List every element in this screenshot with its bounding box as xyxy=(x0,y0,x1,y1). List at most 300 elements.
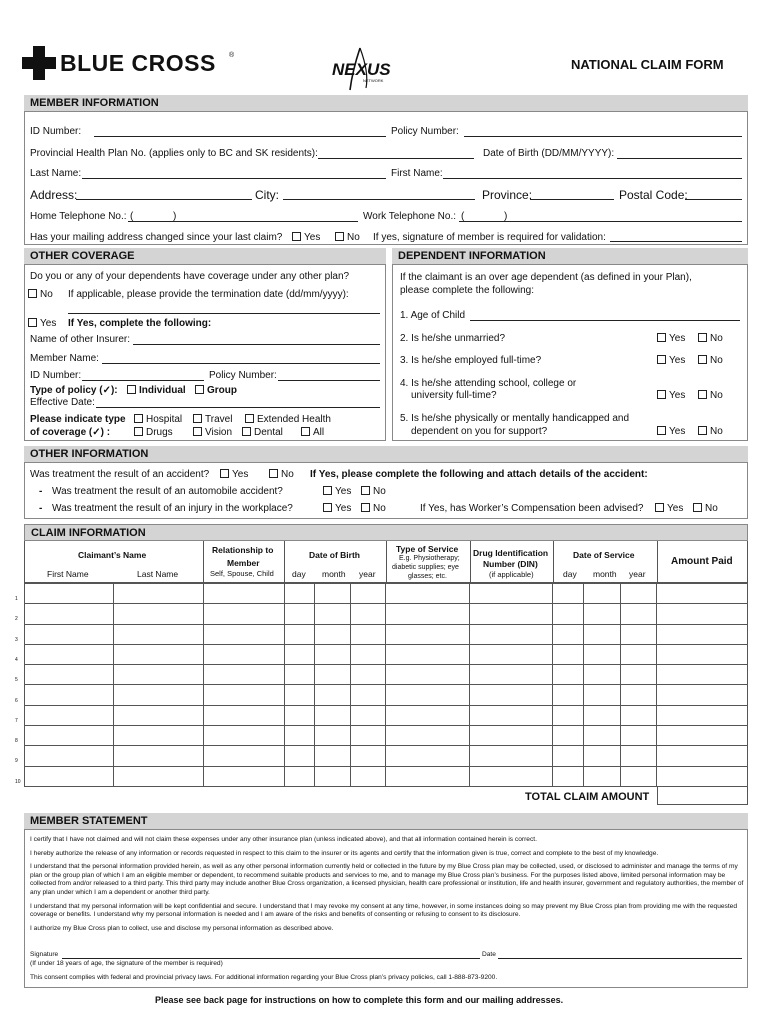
claim-cell[interactable] xyxy=(621,726,657,746)
total-claim-amount-field[interactable] xyxy=(657,786,748,805)
claim-cell[interactable] xyxy=(350,644,386,664)
claim-cell[interactable] xyxy=(584,584,621,604)
claim-row-number: 9 xyxy=(15,758,18,765)
indicate-type-label: Please indicate type xyxy=(30,414,126,425)
yes-label: Yes xyxy=(40,318,57,329)
claim-cell[interactable] xyxy=(386,624,470,644)
service-type-header: Type of Service xyxy=(396,544,459,554)
claim-cell[interactable] xyxy=(314,705,350,725)
unmarried-no[interactable] xyxy=(698,333,723,344)
claim-cell[interactable] xyxy=(113,705,203,725)
checkbox[interactable] xyxy=(195,385,204,394)
claim-cell[interactable] xyxy=(203,604,284,624)
footer-instruction: Please see back page for instructions on how to complete this form and our mailing addresses. xyxy=(155,995,564,1005)
no-label: No xyxy=(710,426,723,437)
claim-cell[interactable] xyxy=(284,766,314,786)
checkbox[interactable] xyxy=(245,414,254,423)
claim-cell[interactable] xyxy=(350,726,386,746)
effective-date-field[interactable] xyxy=(96,407,380,408)
checkbox[interactable] xyxy=(242,427,251,436)
signature-field[interactable] xyxy=(62,958,480,959)
first-name-field[interactable] xyxy=(443,178,742,179)
checkbox[interactable] xyxy=(301,427,310,436)
unmarried-question: 2. Is he/she unmarried? xyxy=(400,333,506,344)
member-information-heading: MEMBER INFORMATION xyxy=(24,95,748,112)
claim-cell[interactable] xyxy=(584,726,621,746)
age-of-child-field[interactable] xyxy=(470,320,740,321)
checkbox[interactable] xyxy=(361,503,370,512)
claim-cell[interactable] xyxy=(621,766,657,786)
termination-date-field[interactable] xyxy=(68,313,380,314)
handicapped-no[interactable] xyxy=(698,426,723,437)
claim-cell[interactable] xyxy=(386,665,470,685)
claim-row xyxy=(25,644,748,664)
signature-validation-label: If yes, signature of member is required for validation: xyxy=(373,232,606,243)
type-of-policy-label: Type of policy (✓): xyxy=(30,385,118,396)
claim-cell[interactable] xyxy=(203,584,284,604)
claim-cell[interactable] xyxy=(203,665,284,685)
no-label: No xyxy=(710,355,723,366)
policy-number-label: Policy Number: xyxy=(391,126,459,137)
claim-cell[interactable] xyxy=(284,624,314,644)
claim-cell[interactable] xyxy=(314,685,350,705)
din-header-3: (if applicable) xyxy=(489,570,534,579)
nexus-wordmark: NEXUS xyxy=(332,60,391,79)
claim-cell[interactable] xyxy=(113,766,203,786)
statement-paragraph-4: I understand that my personal information will be kept confidential and secure. I understand that I may revoke my consent at any time, however, in some instances doing so may prevent my Blue Cross plan from providing me with the requested coverage or benefits. I understand why my personal information is needed and I am aware of the risks and benefits of consenting or refusing to consent to its disclosure. xyxy=(30,902,737,919)
other-id-number-field[interactable] xyxy=(82,380,204,381)
claim-cell[interactable] xyxy=(657,766,748,786)
service-type-example-3: glasses; etc. xyxy=(408,573,447,580)
claim-cell[interactable] xyxy=(25,624,114,644)
claim-cell[interactable] xyxy=(25,665,114,685)
complete-following-label: If Yes, complete the following: xyxy=(68,318,212,329)
claim-cell[interactable] xyxy=(553,766,584,786)
claim-row-number: 7 xyxy=(15,717,18,724)
claim-cell[interactable] xyxy=(621,665,657,685)
claim-cell[interactable] xyxy=(657,604,748,624)
claim-cell[interactable] xyxy=(314,766,350,786)
checkbox[interactable] xyxy=(655,503,664,512)
handicapped-question-1: 5. Is he/she physically or mentally handicapped and xyxy=(400,413,630,424)
claim-cell[interactable] xyxy=(25,766,114,786)
other-coverage-heading: OTHER COVERAGE xyxy=(24,248,386,265)
claim-cell[interactable] xyxy=(203,726,284,746)
claim-cell[interactable] xyxy=(553,746,584,766)
claim-cell[interactable] xyxy=(470,726,553,746)
checkbox[interactable] xyxy=(657,390,666,399)
claim-cell[interactable] xyxy=(553,624,584,644)
claim-cell[interactable] xyxy=(470,685,553,705)
termination-date-label: If applicable, please provide the termination date (dd/mm/yyyy): xyxy=(68,289,349,300)
claim-row xyxy=(25,604,748,624)
claim-cell[interactable] xyxy=(113,685,203,705)
coverage-travel[interactable] xyxy=(193,414,232,425)
accident-yes[interactable] xyxy=(220,469,248,480)
claim-cell[interactable] xyxy=(470,604,553,624)
claim-cell[interactable] xyxy=(284,705,314,725)
claim-cell[interactable] xyxy=(25,685,114,705)
claim-cell[interactable] xyxy=(584,665,621,685)
work-telephone-field[interactable] xyxy=(459,221,742,222)
claim-cell[interactable] xyxy=(113,644,203,664)
workplace-injury-question: Was treatment the result of an injury in the workplace? xyxy=(52,503,293,514)
claim-cell[interactable] xyxy=(350,685,386,705)
claim-cell[interactable] xyxy=(25,726,114,746)
last-name-field[interactable] xyxy=(82,178,386,179)
work-dash: - xyxy=(39,503,43,514)
province-label: Province: xyxy=(482,188,533,202)
claim-cell[interactable] xyxy=(553,604,584,624)
claim-cell[interactable] xyxy=(284,726,314,746)
claim-cell[interactable] xyxy=(584,604,621,624)
claim-cell[interactable] xyxy=(350,604,386,624)
claim-cell[interactable] xyxy=(657,685,748,705)
other-id-number-label: ID Number: xyxy=(30,370,82,381)
claim-row xyxy=(25,584,748,604)
claim-cell[interactable] xyxy=(470,665,553,685)
checkbox[interactable] xyxy=(127,385,136,394)
statement-paragraph-3: I understand that the personal information provided herein, as well as any other personal information currently held or collected in the future by my Blue Cross plan may be collected, used, or disclosed to administer and manage the terms of my plan or the group plan of which I am an eligible member or dependent, to recommend suitable products and services to me, and to manage my Blue Cross plan’s business. For the purposes listed above, limited personal information may be collected from and/or released to a third party. This third party may include another Blue Cross organization, a licensed physician, health care professional or institution, life and health insurer, government and regulatory authorities, the member of any plan under which I am a dependent or another third party. xyxy=(30,863,744,896)
claim-cell[interactable] xyxy=(284,604,314,624)
claim-cell[interactable] xyxy=(621,604,657,624)
claim-cell[interactable] xyxy=(386,644,470,664)
claim-cell[interactable] xyxy=(350,665,386,685)
claim-cell[interactable] xyxy=(314,584,350,604)
claim-cell[interactable] xyxy=(25,644,114,664)
employed-yes[interactable] xyxy=(657,355,685,366)
wcb-question: If Yes, has Worker’s Compensation been advised? xyxy=(420,503,644,514)
no-label: No xyxy=(705,503,718,514)
claim-cell[interactable] xyxy=(350,584,386,604)
yes-label: Yes xyxy=(304,232,321,243)
checkbox[interactable] xyxy=(323,486,332,495)
dob-field[interactable] xyxy=(617,158,742,159)
checkbox[interactable] xyxy=(335,232,344,241)
work-telephone-paren-open: ( xyxy=(461,211,465,222)
claim-cell[interactable] xyxy=(25,584,114,604)
brand-name: BLUE CROSS xyxy=(60,50,216,76)
claim-cell[interactable] xyxy=(657,644,748,664)
dos-day-header: day xyxy=(563,569,577,579)
claim-row-number: 1 xyxy=(15,596,18,602)
total-claim-amount-label: TOTAL CLAIM AMOUNT xyxy=(525,791,650,803)
claim-cell[interactable] xyxy=(657,665,748,685)
claim-cell[interactable] xyxy=(113,624,203,644)
auto-no[interactable] xyxy=(361,486,386,497)
claim-cell[interactable] xyxy=(553,584,584,604)
wcb-yes[interactable] xyxy=(655,503,683,514)
claim-cell[interactable] xyxy=(584,746,621,766)
workplace-yes[interactable] xyxy=(323,503,351,514)
checkbox[interactable] xyxy=(323,503,332,512)
claim-cell[interactable] xyxy=(203,705,284,725)
claim-cell[interactable] xyxy=(584,685,621,705)
other-coverage-no[interactable] xyxy=(28,289,53,300)
dob-header: Date of Birth xyxy=(309,550,360,560)
claim-cell[interactable] xyxy=(621,644,657,664)
checkbox[interactable] xyxy=(698,426,707,435)
claim-cell[interactable] xyxy=(284,746,314,766)
yes-label: Yes xyxy=(669,333,686,344)
claim-cell[interactable] xyxy=(386,726,470,746)
claim-row-number: 6 xyxy=(15,697,18,704)
claim-cell[interactable] xyxy=(203,685,284,705)
yes-label: Yes xyxy=(335,486,352,497)
postal-code-field[interactable] xyxy=(685,199,742,200)
auto-accident-question: Was treatment the result of an automobile accident? xyxy=(52,486,283,497)
claim-cell[interactable] xyxy=(314,726,350,746)
checkbox[interactable] xyxy=(220,469,229,478)
claim-cell[interactable] xyxy=(113,604,203,624)
claim-cell[interactable] xyxy=(470,746,553,766)
dependent-intro-2: please complete the following: xyxy=(400,285,534,296)
employed-no[interactable] xyxy=(698,355,723,366)
claim-cell[interactable] xyxy=(350,766,386,786)
member-name-field[interactable] xyxy=(102,363,380,364)
other-information-heading: OTHER INFORMATION xyxy=(24,446,748,463)
policy-number-field[interactable] xyxy=(464,136,742,137)
claim-cell[interactable] xyxy=(203,766,284,786)
claim-cell[interactable] xyxy=(314,644,350,664)
school-question-1: 4. Is he/she attending school, college or xyxy=(400,378,577,389)
claim-cell[interactable] xyxy=(553,705,584,725)
claim-cell[interactable] xyxy=(621,746,657,766)
no-label: No xyxy=(710,333,723,344)
id-number-field[interactable] xyxy=(94,136,386,137)
claim-cell[interactable] xyxy=(386,604,470,624)
checkbox[interactable] xyxy=(693,503,702,512)
checkbox[interactable] xyxy=(292,232,301,241)
individual-label: Individual xyxy=(139,385,186,396)
claim-row xyxy=(25,624,748,644)
checkbox[interactable] xyxy=(657,426,666,435)
claim-cell[interactable] xyxy=(25,705,114,725)
checkbox[interactable] xyxy=(28,318,37,327)
handicapped-yes[interactable] xyxy=(657,426,685,437)
age-of-child-label: 1. Age of Child xyxy=(400,310,466,321)
claim-cell[interactable] xyxy=(621,584,657,604)
claim-cell[interactable] xyxy=(284,644,314,664)
checkbox[interactable] xyxy=(361,486,370,495)
city-label: City: xyxy=(255,188,279,202)
claim-cell[interactable] xyxy=(386,685,470,705)
address-label: Address: xyxy=(30,188,78,202)
address-changed-yes[interactable] xyxy=(292,232,320,243)
claim-cell[interactable] xyxy=(621,705,657,725)
claim-cell[interactable] xyxy=(621,685,657,705)
claim-cell[interactable] xyxy=(657,746,748,766)
din-header-1: Drug Identification xyxy=(473,548,549,558)
claim-cell[interactable] xyxy=(203,746,284,766)
blue-cross-logo-icon xyxy=(22,46,56,80)
claim-cell[interactable] xyxy=(657,624,748,644)
claim-cell[interactable] xyxy=(113,665,203,685)
work-telephone-paren-close: ) xyxy=(504,211,508,222)
other-policy-number-field[interactable] xyxy=(278,380,380,381)
travel-label: Travel xyxy=(205,414,233,425)
auto-yes[interactable] xyxy=(323,486,351,497)
relationship-header-2: Member xyxy=(227,558,260,568)
accident-question: Was treatment the result of an accident? xyxy=(30,469,210,480)
coverage-drugs[interactable] xyxy=(134,427,173,438)
relationship-header-1: Relationship to xyxy=(212,545,274,555)
yes-label: Yes xyxy=(669,426,686,437)
accident-no[interactable] xyxy=(269,469,294,480)
claim-cell[interactable] xyxy=(284,685,314,705)
coverage-hospital[interactable] xyxy=(134,414,182,425)
claim-cell[interactable] xyxy=(350,746,386,766)
claim-cell[interactable] xyxy=(386,746,470,766)
claim-cell[interactable] xyxy=(386,766,470,786)
claim-cell[interactable] xyxy=(25,746,114,766)
provincial-plan-label: Provincial Health Plan No. (applies only to BC and SK residents): xyxy=(30,148,318,159)
address-changed-no[interactable] xyxy=(335,232,360,243)
claim-cell[interactable] xyxy=(314,604,350,624)
form-title: NATIONAL CLAIM FORM xyxy=(571,57,724,72)
claim-cell[interactable] xyxy=(350,705,386,725)
school-yes[interactable] xyxy=(657,390,685,401)
workplace-no[interactable] xyxy=(361,503,386,514)
claim-cell[interactable] xyxy=(657,705,748,725)
coverage-dental[interactable] xyxy=(242,427,283,438)
claim-cell[interactable] xyxy=(25,604,114,624)
claim-cell[interactable] xyxy=(621,624,657,644)
provincial-plan-field[interactable] xyxy=(318,158,474,159)
din-header-2: Number (DIN) xyxy=(483,559,538,569)
claim-cell[interactable] xyxy=(584,766,621,786)
policy-individual[interactable] xyxy=(127,385,186,396)
date-field[interactable] xyxy=(498,958,742,959)
member-name-label: Member Name: xyxy=(30,353,99,364)
claim-row xyxy=(25,746,748,766)
under-18-note: (If under 18 years of age, the signature of the member is required) xyxy=(30,960,223,967)
claim-cell[interactable] xyxy=(284,665,314,685)
claim-cell[interactable] xyxy=(553,665,584,685)
claim-cell[interactable] xyxy=(470,705,553,725)
claim-cell[interactable] xyxy=(584,624,621,644)
checkbox[interactable] xyxy=(657,355,666,364)
province-field[interactable] xyxy=(530,199,614,200)
city-field[interactable] xyxy=(283,199,475,200)
dos-month-header: month xyxy=(593,569,617,579)
dob-year-header: year xyxy=(359,569,376,579)
dental-label: Dental xyxy=(254,427,283,438)
claim-row-number: 3 xyxy=(15,636,18,643)
claim-cell[interactable] xyxy=(203,624,284,644)
claim-cell[interactable] xyxy=(314,746,350,766)
claim-cell[interactable] xyxy=(553,726,584,746)
claim-cell[interactable] xyxy=(657,726,748,746)
home-telephone-label: Home Telephone No.: xyxy=(30,211,127,222)
claim-cell[interactable] xyxy=(386,705,470,725)
nexus-logo xyxy=(330,44,390,94)
claim-cell[interactable] xyxy=(350,624,386,644)
claim-cell[interactable] xyxy=(113,584,203,604)
extended-health-label: Extended Health xyxy=(257,414,331,425)
signature-label: Signature xyxy=(30,951,59,958)
coverage-all[interactable] xyxy=(301,427,324,438)
checkbox[interactable] xyxy=(698,355,707,364)
claim-cell[interactable] xyxy=(553,644,584,664)
coverage-extended-health[interactable] xyxy=(245,414,331,425)
signature-validation-field[interactable] xyxy=(610,241,742,242)
no-label: No xyxy=(710,390,723,401)
claim-cell[interactable] xyxy=(470,766,553,786)
claim-cell[interactable] xyxy=(470,584,553,604)
service-type-example-2: diabetic supplies; eye xyxy=(392,564,459,571)
privacy-note: This consent complies with federal and provincial privacy laws. For additional information regarding your Blue Cross plan’s privacy policies, call 1-888-873-9200. xyxy=(30,974,498,981)
dos-year-header: year xyxy=(629,569,646,579)
address-field[interactable] xyxy=(76,199,252,200)
checkbox[interactable] xyxy=(193,427,202,436)
claim-cell[interactable] xyxy=(113,746,203,766)
claim-cell[interactable] xyxy=(584,644,621,664)
dependent-information-heading: DEPENDENT INFORMATION xyxy=(392,248,748,265)
home-telephone-paren-open: ( xyxy=(130,211,134,222)
other-coverage-yes[interactable] xyxy=(28,318,56,329)
member-statement-heading: MEMBER STATEMENT xyxy=(24,813,748,830)
claim-row-number: 8 xyxy=(15,738,18,745)
checkbox[interactable] xyxy=(134,427,143,436)
claim-row xyxy=(25,705,748,725)
claim-row-number: 5 xyxy=(15,677,18,684)
group-label: Group xyxy=(207,385,237,396)
claim-cell[interactable] xyxy=(470,624,553,644)
policy-group[interactable] xyxy=(195,385,237,396)
yes-label: Yes xyxy=(669,390,686,401)
handicapped-question-2: dependent on you for support? xyxy=(411,426,548,437)
coverage-vision[interactable] xyxy=(193,427,232,438)
checkbox[interactable] xyxy=(269,469,278,478)
claim-cell[interactable] xyxy=(113,726,203,746)
claim-row xyxy=(25,726,748,746)
school-no[interactable] xyxy=(698,390,723,401)
checkbox[interactable] xyxy=(134,414,143,423)
claim-cell[interactable] xyxy=(657,584,748,604)
wcb-no[interactable] xyxy=(693,503,718,514)
claim-cell[interactable] xyxy=(314,665,350,685)
claim-cell[interactable] xyxy=(386,584,470,604)
checkbox[interactable] xyxy=(657,333,666,342)
claim-cell[interactable] xyxy=(203,644,284,664)
auto-dash: - xyxy=(39,486,43,497)
home-telephone-field[interactable] xyxy=(128,221,358,222)
service-type-example-1: E.g. Physiotherapy; xyxy=(399,555,460,562)
claim-cell[interactable] xyxy=(470,644,553,664)
checkbox[interactable] xyxy=(193,414,202,423)
claim-table xyxy=(24,583,748,787)
dob-month-header: month xyxy=(322,569,346,579)
other-insurer-field[interactable] xyxy=(133,344,380,345)
postal-code-label: Postal Code: xyxy=(619,188,688,202)
claim-cell[interactable] xyxy=(553,685,584,705)
claim-cell[interactable] xyxy=(314,624,350,644)
checkbox[interactable] xyxy=(28,289,37,298)
claim-cell[interactable] xyxy=(584,705,621,725)
last-name-label: Last Name: xyxy=(30,168,82,179)
claim-row-number: 10 xyxy=(15,778,21,785)
date-label: Date xyxy=(482,951,496,958)
unmarried-yes[interactable] xyxy=(657,333,685,344)
checkbox[interactable] xyxy=(698,333,707,342)
other-coverage-question: Do you or any of your dependents have coverage under any other plan? xyxy=(30,271,350,282)
claim-cell[interactable] xyxy=(284,584,314,604)
yes-label: Yes xyxy=(669,355,686,366)
checkbox[interactable] xyxy=(698,390,707,399)
claim-information-heading: CLAIM INFORMATION xyxy=(24,524,748,541)
yes-label: Yes xyxy=(232,469,249,480)
